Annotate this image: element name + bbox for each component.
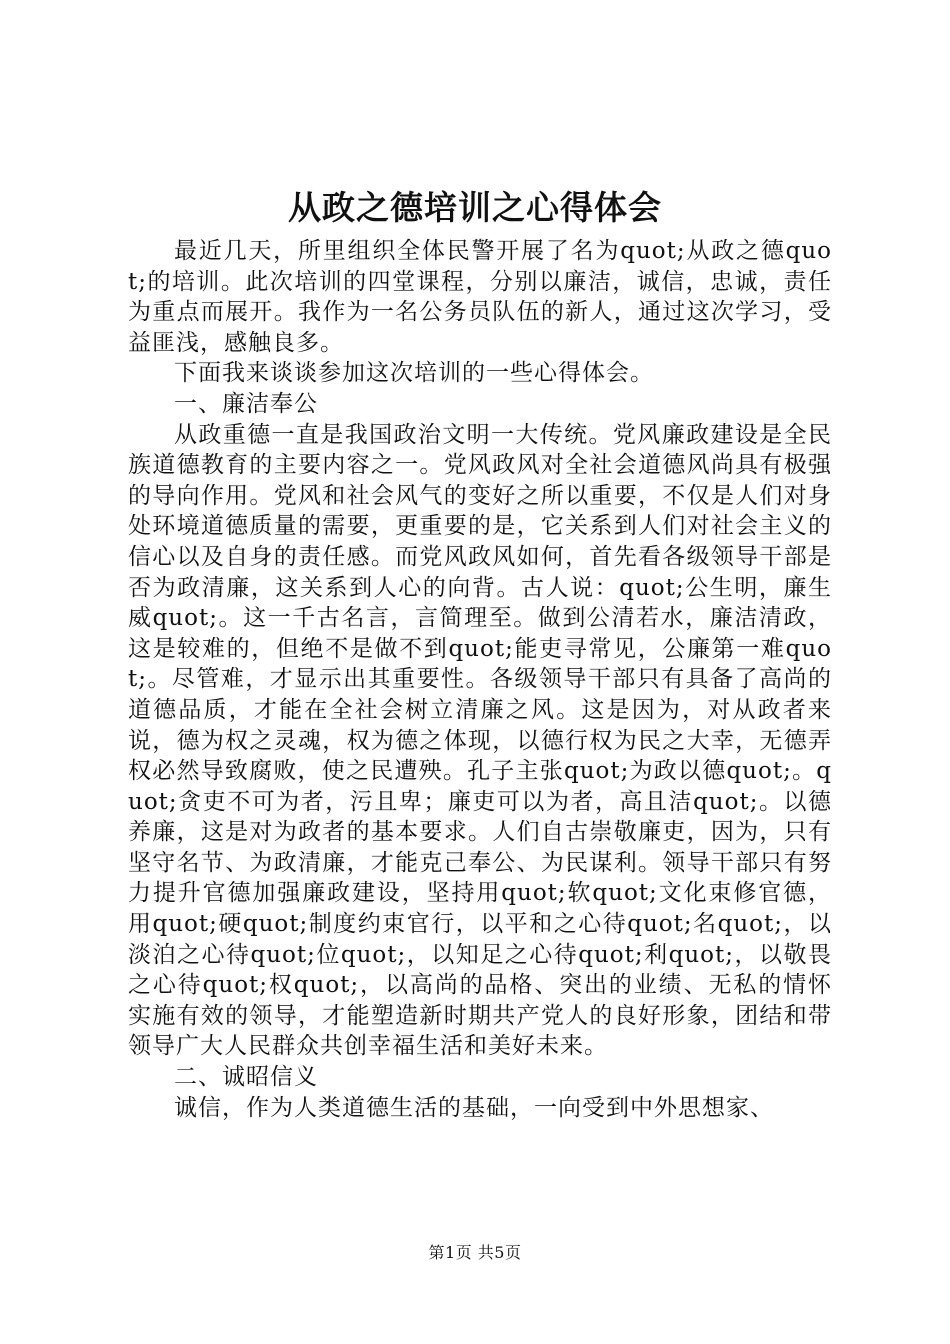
section-text-honesty: 诚信，作为人类道德生活的基础，一向受到中外思想家、 (174, 1094, 774, 1121)
section-heading-integrity: 一、廉洁奉公 (174, 390, 318, 417)
section-text-integrity: 从政重德一直是我国政治文明一大传统。党风廉政建设是全民族道德教育的主要内容之一。党风政风对全社会道德风尚具有极强的导向作用。党风和社会风气的变好之所以重要，不仅是人们对身处环境道德质量的需要，更重要的是，它关系到人们对社会主义的信心以及自身的责任感。而党风政风如何，首先看各级领导干部是否为政清廉，这关系到人心的向背。古人说：quot;公生明，廉生威quot;。这一千古名言，言简理至。做到公清若水，廉洁清政，这是较难的，但绝不是做不到quot;能吏寻常见，公廉第一难quot;。尽管难，才显示出其重要性。各级领导干部只有具备了高尚的道德品质，才能在全社会树立清廉之风。这是因为，对从政者来说，德为权之灵魂，权为德之体现，以德行权为民之大幸，无德弄权必然导致腐败，使之民遭殃。孔子主张quot;为政以德quot;。quot;贪吏不可为者，污且卑；廉吏可以为者，高且洁quot;。以德养廉，这是对为政者的基本要求。人们自古崇敬廉吏，因为，只有坚守名节、为政清廉，才能克己奉公、为民谋利。领导干部只有努力提升官德加强廉政建设，坚持用quot;软quot;文化束修官德，用quot;硬quot;制度约束官行，以平和之心待quot;名quot;，以淡泊之心待quot;位quot;，以知足之心待quot;利quot;，以敬畏之心待quot;权quot;，以高尚的品格、突出的业绩、无私的情怀实施有效的领导，才能塑造新时期共产党人的良好形象，团结和带领导广大人民群众共创幸福生活和美好未来。 (128, 421, 832, 1060)
section-heading-honesty: 二、诚昭信义 (174, 1064, 318, 1091)
intro-transition-paragraph: 下面我来谈谈参加这次培训的一些心得体会。 (174, 360, 654, 387)
page-number-footer: 第1页 共5页 (428, 1243, 522, 1262)
intro-paragraph: 最近几天，所里组织全体民警开展了名为quot;从政之德quot;的培训。此次培训的四堂课程，分别以廉洁，诚信，忠诚，责任为重点而展开。我作为一名公务员队伍的新人，通过这次学习，受益匪浅，感触良多。 (128, 238, 832, 356)
document-body (128, 236, 832, 1123)
document-title: 从政之德培训之心得体会 (288, 188, 662, 227)
